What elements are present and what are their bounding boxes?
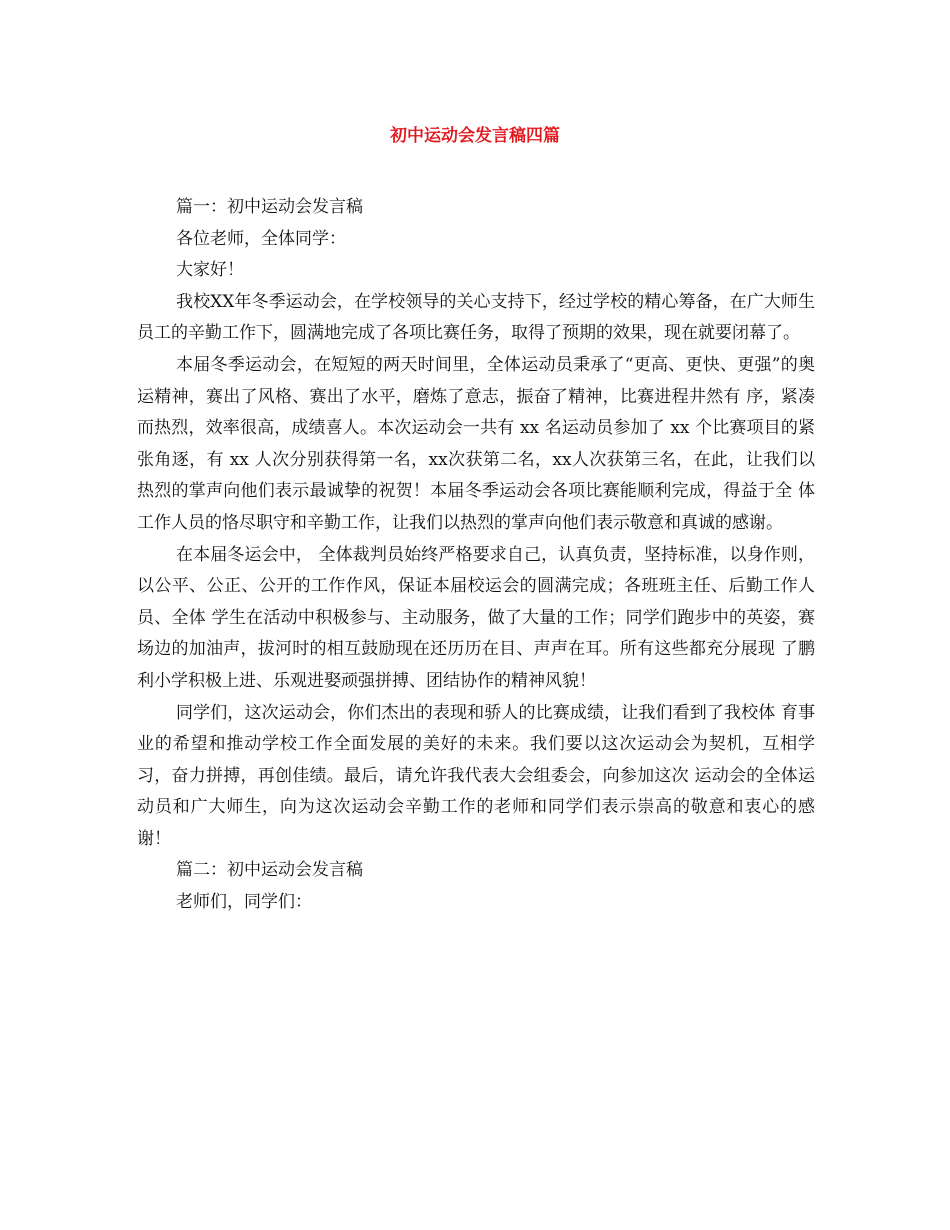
salutation: 各位老师，全体同学：	[176, 228, 346, 249]
body-paragraph: 在本届冬运会中， 全体裁判员始终严格要求自己，认真负责，坚持标准，以身作则，以公平、公正、公开的工作作风，保证本届校运会的圆满完成；各班班主任、后勤工作人员、全体 学生在活动中积极参与、主动服务，做了大量的工作；同学们跑步中的英姿，赛场边的加油声，拔河时的相互鼓励现在还历历在目、声声在耳。所有这些都充分展现 了鹏利小学积极上进、乐观进娶顽强拼搏、团结协作的精神风貌！	[137, 544, 815, 691]
body-paragraph: 本届冬季运动会，在短短的两天时间里，全体运动员秉承了“更高、更快、更强”的奥运精神，赛出了风格、赛出了水平，磨炼了意志，振奋了精神，比赛进程井然有 序，紧凑而热烈，效率很高，成绩喜人。本次运动会一共有 xx 名运动员参加了 xx 个比赛项目的紧张角逐，有 xx 人次分别获得第一名，xx次获第二名，xx人次获第三名，在此，让我们以热烈的掌声向他们表示最诚挚的祝贺！本届冬季运动会各项比赛能顺利完成，得益于全 体工作人员的恪尽职守和辛勤工作，让我们以热烈的掌声向他们表示敬意和真诚的感谢。	[137, 354, 815, 533]
greeting: 大家好！	[176, 260, 244, 281]
body-paragraph: 我校XX年冬季运动会，在学校领导的关心支持下，经过学校的精心筹备，在广大师生员工的辛勤工作下，圆满地完成了各项比赛任务，取得了预期的效果，现在就要闭幕了。	[137, 291, 815, 344]
body-paragraph: 同学们，这次运动会，你们杰出的表现和骄人的比赛成绩，让我们看到了我校体 育事业的希望和推动学校工作全面发展的美好的未来。我们要以这次运动会为契机，互相学习，奋力拼搏，再创佳绩。最后，请允许我代表大会组委会，向参加这次 运动会的全体运动员和广大师生，向为这次运动会辛勤工作的老师和同学们表示崇高的敬意和衷心的感谢！	[137, 702, 815, 849]
document-title: 初中运动会发言稿四篇	[390, 126, 560, 146]
salutation: 老师们，同学们：	[176, 892, 312, 913]
section-heading-2: 篇二：初中运动会发言稿	[176, 860, 363, 881]
document-body	[137, 192, 815, 919]
section-heading-1: 篇一：初中运动会发言稿	[176, 197, 363, 217]
